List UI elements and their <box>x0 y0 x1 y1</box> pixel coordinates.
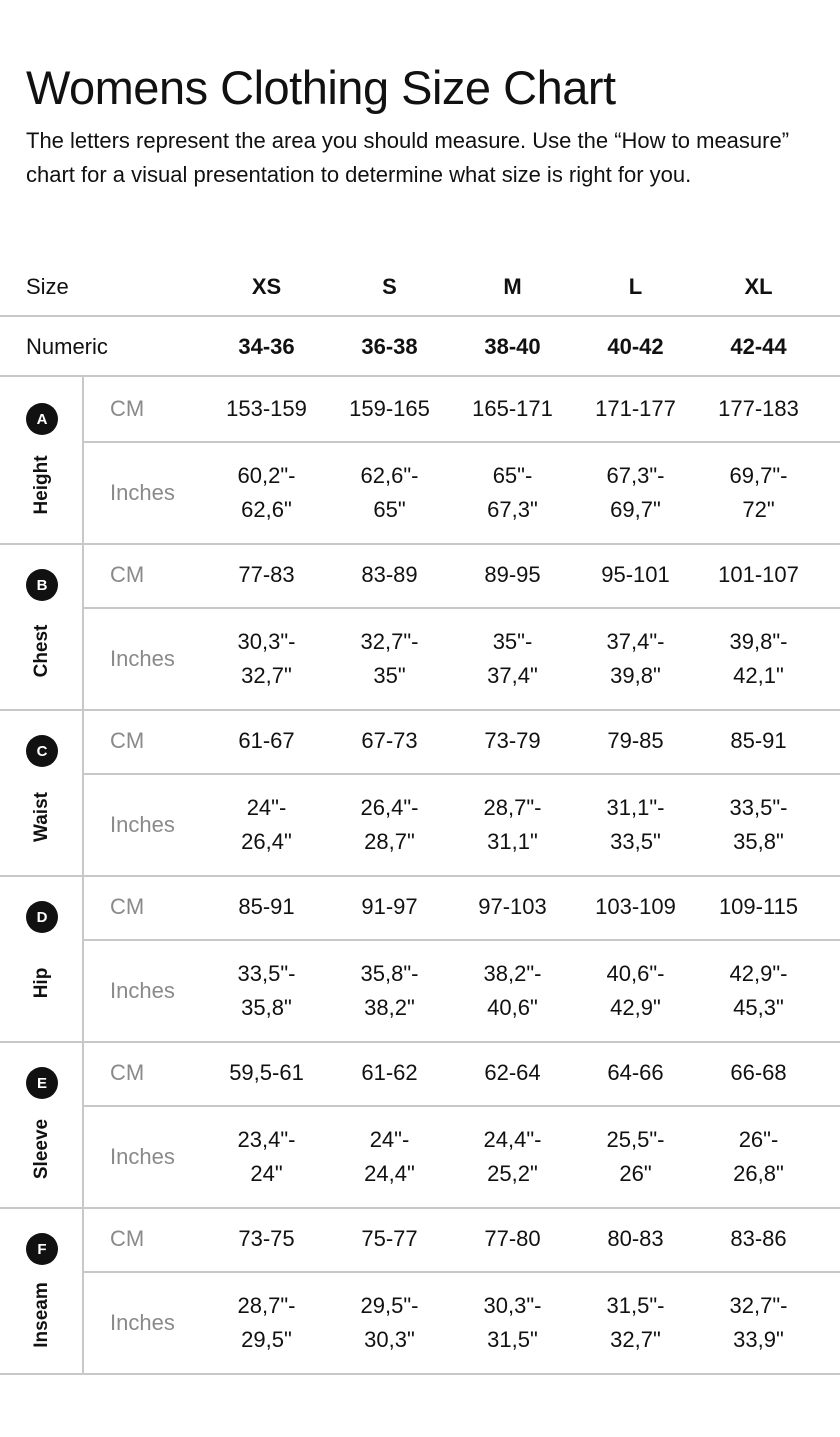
cell-line: 33,9" <box>733 1327 784 1352</box>
cell-line: 35,8" <box>733 829 784 854</box>
size-header-row <box>0 256 840 316</box>
cell-line: 33,5"- <box>729 795 788 820</box>
cell-line: 69,7"- <box>729 463 788 488</box>
unit-label-cm: CM <box>110 1226 145 1251</box>
numeric-header-row <box>0 317 840 375</box>
cell-line: 29,5"- <box>360 1293 419 1318</box>
unit-label-cm: CM <box>110 396 145 421</box>
table-cell: 159-165 <box>349 396 430 421</box>
cell-line: 32,7" <box>610 1327 661 1352</box>
table-cell <box>697 1123 820 1191</box>
cell-line: 24"- <box>246 795 287 820</box>
cell-line: 30,3" <box>364 1327 415 1352</box>
table-cell: 67-73 <box>361 728 418 753</box>
table-cell <box>328 791 451 859</box>
cell-line: 32,7"- <box>729 1293 788 1318</box>
intro-text: The letters represent the area you should measure. Use the “How to measure” chart for a visual presentation to determine what size is right for you. <box>26 128 790 187</box>
table-cell <box>328 957 451 1025</box>
table-cell <box>205 625 328 693</box>
table-cell <box>697 957 820 1025</box>
table-cell: 85-91 <box>238 894 295 919</box>
unit-label-inches: Inches <box>110 1310 175 1335</box>
table-cell: 73-75 <box>238 1226 295 1251</box>
cell-line: 45,3" <box>733 995 784 1020</box>
table-cell <box>451 957 574 1025</box>
numeric-s: 36-38 <box>361 334 418 359</box>
table-cell: 103-109 <box>595 894 676 919</box>
cell-line: 28,7"- <box>483 795 542 820</box>
cm-row <box>84 543 840 609</box>
page-title: Womens Clothing Size Chart <box>26 61 616 114</box>
cell-line: 42,9"- <box>729 961 788 986</box>
measure-name: Waist <box>31 792 52 842</box>
cell-line: 25,5"- <box>606 1127 665 1152</box>
cell-line: 67,3" <box>487 497 538 522</box>
unit-label-cm: CM <box>110 1060 145 1085</box>
measure-name: Height <box>31 455 52 515</box>
table-cell <box>574 1123 697 1191</box>
table-cell: 165-171 <box>472 396 553 421</box>
measure-name: Chest <box>31 624 52 678</box>
measure-name: Hip <box>31 967 52 999</box>
cell-line: 38,2" <box>364 995 415 1020</box>
cell-line: 23,4"- <box>237 1127 296 1152</box>
table-cell: 83-86 <box>730 1226 787 1251</box>
cell-line: 30,3"- <box>483 1293 542 1318</box>
table-cell <box>574 791 697 859</box>
inches-row <box>84 609 840 709</box>
measure-letter-badge: F <box>26 1233 58 1265</box>
inches-row <box>84 1273 840 1373</box>
inches-row <box>84 775 840 875</box>
table-cell: 59,5-61 <box>229 1060 304 1085</box>
cell-line: 69,7" <box>610 497 661 522</box>
measure-name: Sleeve <box>31 1118 52 1180</box>
numeric-xs: 34-36 <box>238 334 295 359</box>
measure-letter-badge: C <box>26 735 58 767</box>
cell-line: 72" <box>742 497 775 522</box>
cell-line: 32,7" <box>241 663 292 688</box>
cell-line: 35,8"- <box>360 961 419 986</box>
table-cell <box>328 459 451 527</box>
table-cell <box>205 791 328 859</box>
table-cell <box>451 1289 574 1357</box>
inches-row <box>84 1107 840 1207</box>
measure-name: Inseam <box>31 1282 52 1348</box>
table-cell <box>451 791 574 859</box>
unit-label-cm: CM <box>110 562 145 587</box>
table-cell: 85-91 <box>730 728 787 753</box>
cell-line: 24"- <box>369 1127 410 1152</box>
cell-line: 33,5"- <box>237 961 296 986</box>
cm-row <box>84 709 840 775</box>
inches-row <box>84 443 840 543</box>
numeric-l: 40-42 <box>607 334 664 359</box>
cell-line: 24,4"- <box>483 1127 542 1152</box>
cell-line: 28,7" <box>364 829 415 854</box>
cell-line: 62,6" <box>241 497 292 522</box>
table-cell: 77-80 <box>484 1226 541 1251</box>
cell-line: 24" <box>250 1161 283 1186</box>
cell-line: 26,8" <box>733 1161 784 1186</box>
table-cell <box>574 459 697 527</box>
table-cell: 95-101 <box>601 562 670 587</box>
size-s: S <box>382 274 397 299</box>
unit-label-inches: Inches <box>110 1144 175 1169</box>
measure-group-sleeve <box>0 1041 840 1207</box>
cell-line: 24,4" <box>364 1161 415 1186</box>
table-cell: 101-107 <box>718 562 799 587</box>
measure-side-label <box>0 875 84 1041</box>
unit-label-inches: Inches <box>110 978 175 1003</box>
cell-line: 26"- <box>738 1127 779 1152</box>
unit-label-inches: Inches <box>110 480 175 505</box>
measure-group-hip <box>0 875 840 1041</box>
table-cell <box>451 459 574 527</box>
table-cell <box>328 1123 451 1191</box>
table-cell: 79-85 <box>607 728 664 753</box>
table-cell <box>574 1289 697 1357</box>
cell-line: 65" <box>373 497 406 522</box>
cell-line: 31,5" <box>487 1327 538 1352</box>
cell-line: 35" <box>373 663 406 688</box>
table-cell <box>328 625 451 693</box>
table-cell <box>697 459 820 527</box>
cm-row <box>84 875 840 941</box>
cm-row <box>84 1041 840 1107</box>
measure-group-waist <box>0 709 840 875</box>
cell-line: 42,9" <box>610 995 661 1020</box>
measure-letter-badge: D <box>26 901 58 933</box>
cell-line: 39,8" <box>610 663 661 688</box>
table-cell: 83-89 <box>361 562 418 587</box>
table-cell <box>205 459 328 527</box>
cell-line: 37,4"- <box>606 629 665 654</box>
size-m: M <box>503 274 522 299</box>
cm-row <box>84 1207 840 1273</box>
cell-line: 39,8"- <box>729 629 788 654</box>
measure-side-label <box>0 543 84 709</box>
measure-letter-badge: E <box>26 1067 58 1099</box>
table-cell: 97-103 <box>478 894 547 919</box>
cell-line: 30,3"- <box>237 629 296 654</box>
unit-label-inches: Inches <box>110 646 175 671</box>
unit-label-cm: CM <box>110 894 145 919</box>
cell-line: 31,1" <box>487 829 538 854</box>
numeric-m: 38-40 <box>484 334 541 359</box>
measure-side-label <box>0 377 84 543</box>
size-l: L <box>628 274 643 299</box>
measure-side-label <box>0 709 84 875</box>
table-cell: 77-83 <box>238 562 295 587</box>
table-cell <box>328 1289 451 1357</box>
measure-group-inseam <box>0 1207 840 1373</box>
cell-line: 31,1"- <box>606 795 665 820</box>
cell-line: 40,6"- <box>606 961 665 986</box>
cell-line: 33,5" <box>610 829 661 854</box>
table-cell: 64-66 <box>607 1060 664 1085</box>
size-xs: XS <box>251 274 282 299</box>
table-cell <box>697 1289 820 1357</box>
table-cell <box>697 625 820 693</box>
table-cell <box>697 791 820 859</box>
cell-line: 62,6"- <box>360 463 419 488</box>
cell-line: 25,2" <box>487 1161 538 1186</box>
cell-line: 67,3"- <box>606 463 665 488</box>
cell-line: 35,8" <box>241 995 292 1020</box>
numeric-xl: 42-44 <box>730 334 787 359</box>
measure-letter-badge: B <box>26 569 58 601</box>
inches-row <box>84 941 840 1041</box>
table-cell: 91-97 <box>361 894 418 919</box>
unit-label-cm: CM <box>110 728 145 753</box>
table-cell <box>205 957 328 1025</box>
table-cell: 61-62 <box>361 1060 418 1085</box>
cell-line: 37,4" <box>487 663 538 688</box>
table-cell <box>451 625 574 693</box>
table-cell <box>451 1123 574 1191</box>
table-cell: 61-67 <box>238 728 295 753</box>
measure-letter-badge: A <box>26 403 58 435</box>
table-cell: 75-77 <box>361 1226 418 1251</box>
table-cell: 66-68 <box>730 1060 787 1085</box>
cell-line: 26,4"- <box>360 795 419 820</box>
cell-line: 32,7"- <box>360 629 419 654</box>
cell-line: 29,5" <box>241 1327 292 1352</box>
cell-line: 60,2"- <box>237 463 296 488</box>
cell-line: 65"- <box>492 463 533 488</box>
numeric-label: Numeric <box>26 334 108 359</box>
table-cell: 80-83 <box>607 1226 664 1251</box>
cell-line: 28,7"- <box>237 1293 296 1318</box>
table-cell <box>574 957 697 1025</box>
size-label: Size <box>26 274 69 299</box>
cell-line: 26" <box>619 1161 652 1186</box>
table-cell: 62-64 <box>484 1060 541 1085</box>
cell-line: 35"- <box>492 629 533 654</box>
cell-line: 40,6" <box>487 995 538 1020</box>
cm-row <box>84 377 840 443</box>
table-cell: 177-183 <box>718 396 799 421</box>
cell-line: 38,2"- <box>483 961 542 986</box>
table-cell <box>574 625 697 693</box>
divider <box>0 1373 840 1375</box>
measure-group-chest <box>0 543 840 709</box>
cell-line: 42,1" <box>733 663 784 688</box>
table-cell: 153-159 <box>226 396 307 421</box>
measure-side-label <box>0 1207 84 1373</box>
size-xl: XL <box>744 274 773 299</box>
table-cell: 109-115 <box>718 894 799 919</box>
measure-side-label <box>0 1041 84 1207</box>
table-cell <box>205 1289 328 1357</box>
table-cell: 171-177 <box>595 396 676 421</box>
table-cell <box>205 1123 328 1191</box>
measure-group-height <box>0 377 840 543</box>
cell-line: 31,5"- <box>606 1293 665 1318</box>
unit-label-inches: Inches <box>110 812 175 837</box>
table-cell: 89-95 <box>484 562 541 587</box>
table-cell: 73-79 <box>484 728 541 753</box>
cell-line: 26,4" <box>241 829 292 854</box>
